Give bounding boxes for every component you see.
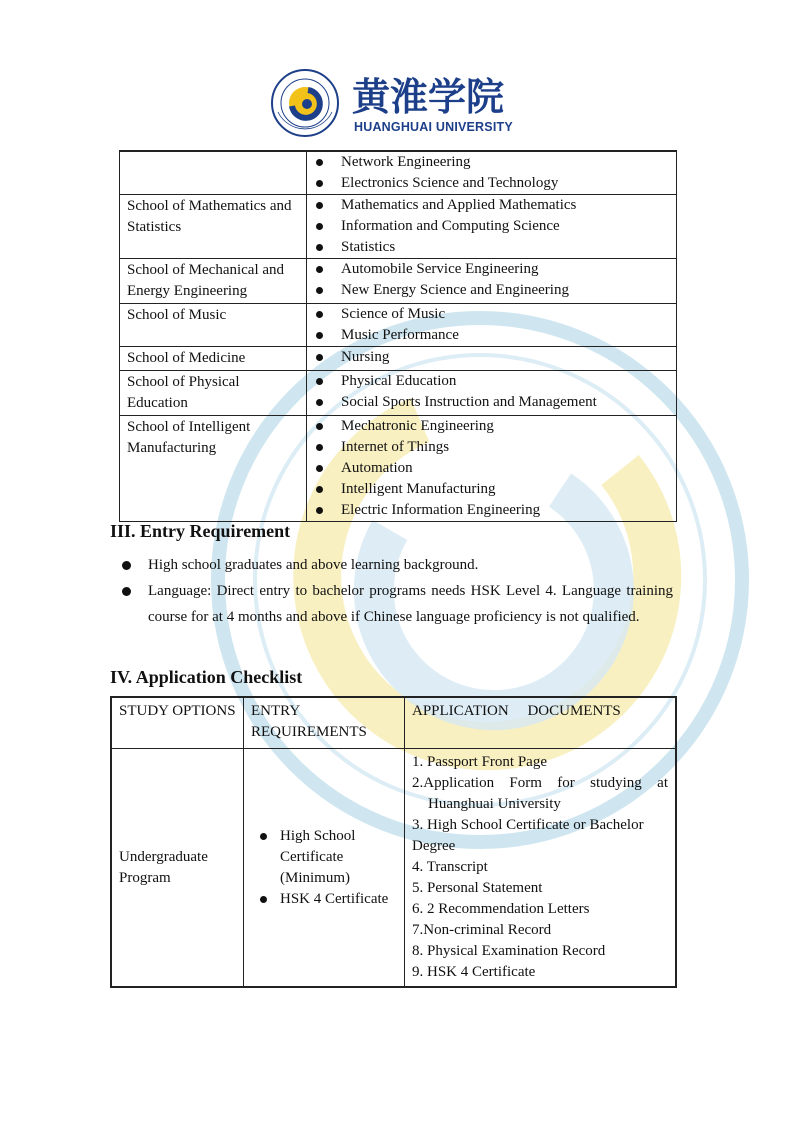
header-docs-word-1: APPLICATION bbox=[412, 703, 509, 719]
school-cell: School of Mathematics and Statistics bbox=[120, 195, 307, 259]
university-name-cn bbox=[352, 74, 512, 118]
list-item: Science of Music bbox=[307, 304, 676, 325]
document-item: 3. High School Certificate or Bachelor bbox=[412, 817, 644, 833]
header-study-options: STUDY OPTIONS bbox=[111, 697, 244, 749]
university-seal-icon bbox=[270, 68, 340, 138]
table-row bbox=[120, 347, 677, 371]
document-item-continued: Huanghuai University bbox=[428, 796, 561, 812]
doc-word: studying bbox=[590, 775, 642, 791]
table-row bbox=[120, 195, 677, 259]
list-item: Physical Education bbox=[307, 371, 676, 392]
list-item: Nursing bbox=[307, 347, 676, 368]
table-header-row bbox=[111, 697, 676, 749]
list-item: Information and Computing Science bbox=[307, 216, 676, 237]
header-docs-word-2: DOCUMENTS bbox=[527, 703, 621, 719]
checklist-table bbox=[110, 696, 677, 988]
document-item: 7.Non-criminal Record bbox=[412, 922, 552, 938]
table-row bbox=[120, 151, 677, 195]
list-item: Electronics Science and Technology bbox=[307, 173, 676, 194]
table-row bbox=[120, 416, 677, 522]
doc-word: 2.Application bbox=[412, 775, 495, 791]
list-item: HSK 4 Certificate bbox=[251, 889, 397, 910]
majors-cell bbox=[307, 371, 677, 416]
list-item: Intelligent Manufacturing bbox=[307, 479, 676, 500]
table-row bbox=[111, 749, 676, 988]
list-item: Network Engineering bbox=[307, 152, 676, 173]
list-item: Internet of Things bbox=[307, 437, 676, 458]
school-cell: School of Intelligent Manufacturing bbox=[120, 416, 307, 522]
majors-cell bbox=[307, 347, 677, 371]
list-item: Automobile Service Engineering bbox=[307, 259, 676, 280]
school-cell: School of Mechanical and Energy Engineering bbox=[120, 259, 307, 304]
majors-cell bbox=[307, 195, 677, 259]
svg-text:黄淮学院: 黄淮学院 bbox=[352, 75, 505, 118]
programs-table bbox=[119, 150, 677, 522]
document-item: 8. Physical Examination Record bbox=[412, 943, 606, 959]
doc-word: at bbox=[657, 775, 668, 791]
majors-cell bbox=[307, 259, 677, 304]
list-item: Music Performance bbox=[307, 325, 676, 346]
document-item: 6. 2 Recommendation Letters bbox=[412, 901, 590, 917]
entry-requirements-list bbox=[120, 552, 673, 630]
header-entry-requirements: ENTRY REQUIREMENTS bbox=[244, 697, 405, 749]
list-item: High school graduates and above learning background. bbox=[120, 552, 673, 578]
header-application-documents bbox=[405, 697, 677, 749]
list-item: Social Sports Instruction and Management bbox=[307, 392, 676, 413]
document-item: 9. HSK 4 Certificate bbox=[412, 964, 536, 980]
section-title-entry: III. Entry Requirement bbox=[110, 521, 291, 541]
list-item: Language: Direct entry to bachelor programs needs HSK Level 4. Language training course for at 4 months and above if Chinese language proficiency is not qualified. bbox=[120, 578, 673, 630]
list-item: Statistics bbox=[307, 237, 676, 258]
table-row bbox=[120, 304, 677, 347]
document-item: 4. Transcript bbox=[412, 859, 488, 875]
list-item: High School Certificate (Minimum) bbox=[251, 826, 397, 889]
list-item: Electric Information Engineering bbox=[307, 500, 676, 521]
majors-cell bbox=[307, 151, 677, 195]
school-cell: School of Physical Education bbox=[120, 371, 307, 416]
school-cell bbox=[120, 151, 307, 195]
university-logo bbox=[270, 68, 530, 140]
document-item bbox=[412, 773, 668, 794]
table-row bbox=[120, 259, 677, 304]
documents-cell bbox=[405, 749, 677, 988]
school-cell: School of Medicine bbox=[120, 347, 307, 371]
list-item: Mathematics and Applied Mathematics bbox=[307, 195, 676, 216]
doc-word: for bbox=[557, 775, 575, 791]
list-item: Mechatronic Engineering bbox=[307, 416, 676, 437]
requirements-cell bbox=[244, 749, 405, 988]
school-cell: School of Music bbox=[120, 304, 307, 347]
list-item: New Energy Science and Engineering bbox=[307, 280, 676, 301]
program-cell: Undergraduate Program bbox=[111, 749, 244, 988]
document-item: 1. Passport Front Page bbox=[412, 754, 547, 770]
document-item: 5. Personal Statement bbox=[412, 880, 543, 896]
table-row bbox=[120, 371, 677, 416]
doc-word: Form bbox=[509, 775, 542, 791]
list-item: Automation bbox=[307, 458, 676, 479]
majors-cell bbox=[307, 416, 677, 522]
majors-cell bbox=[307, 304, 677, 347]
university-name-en: HUANGHUAI UNIVERSITY bbox=[354, 120, 513, 134]
document-item-continued: Degree bbox=[412, 838, 456, 854]
section-title-checklist: IV. Application Checklist bbox=[110, 667, 303, 687]
